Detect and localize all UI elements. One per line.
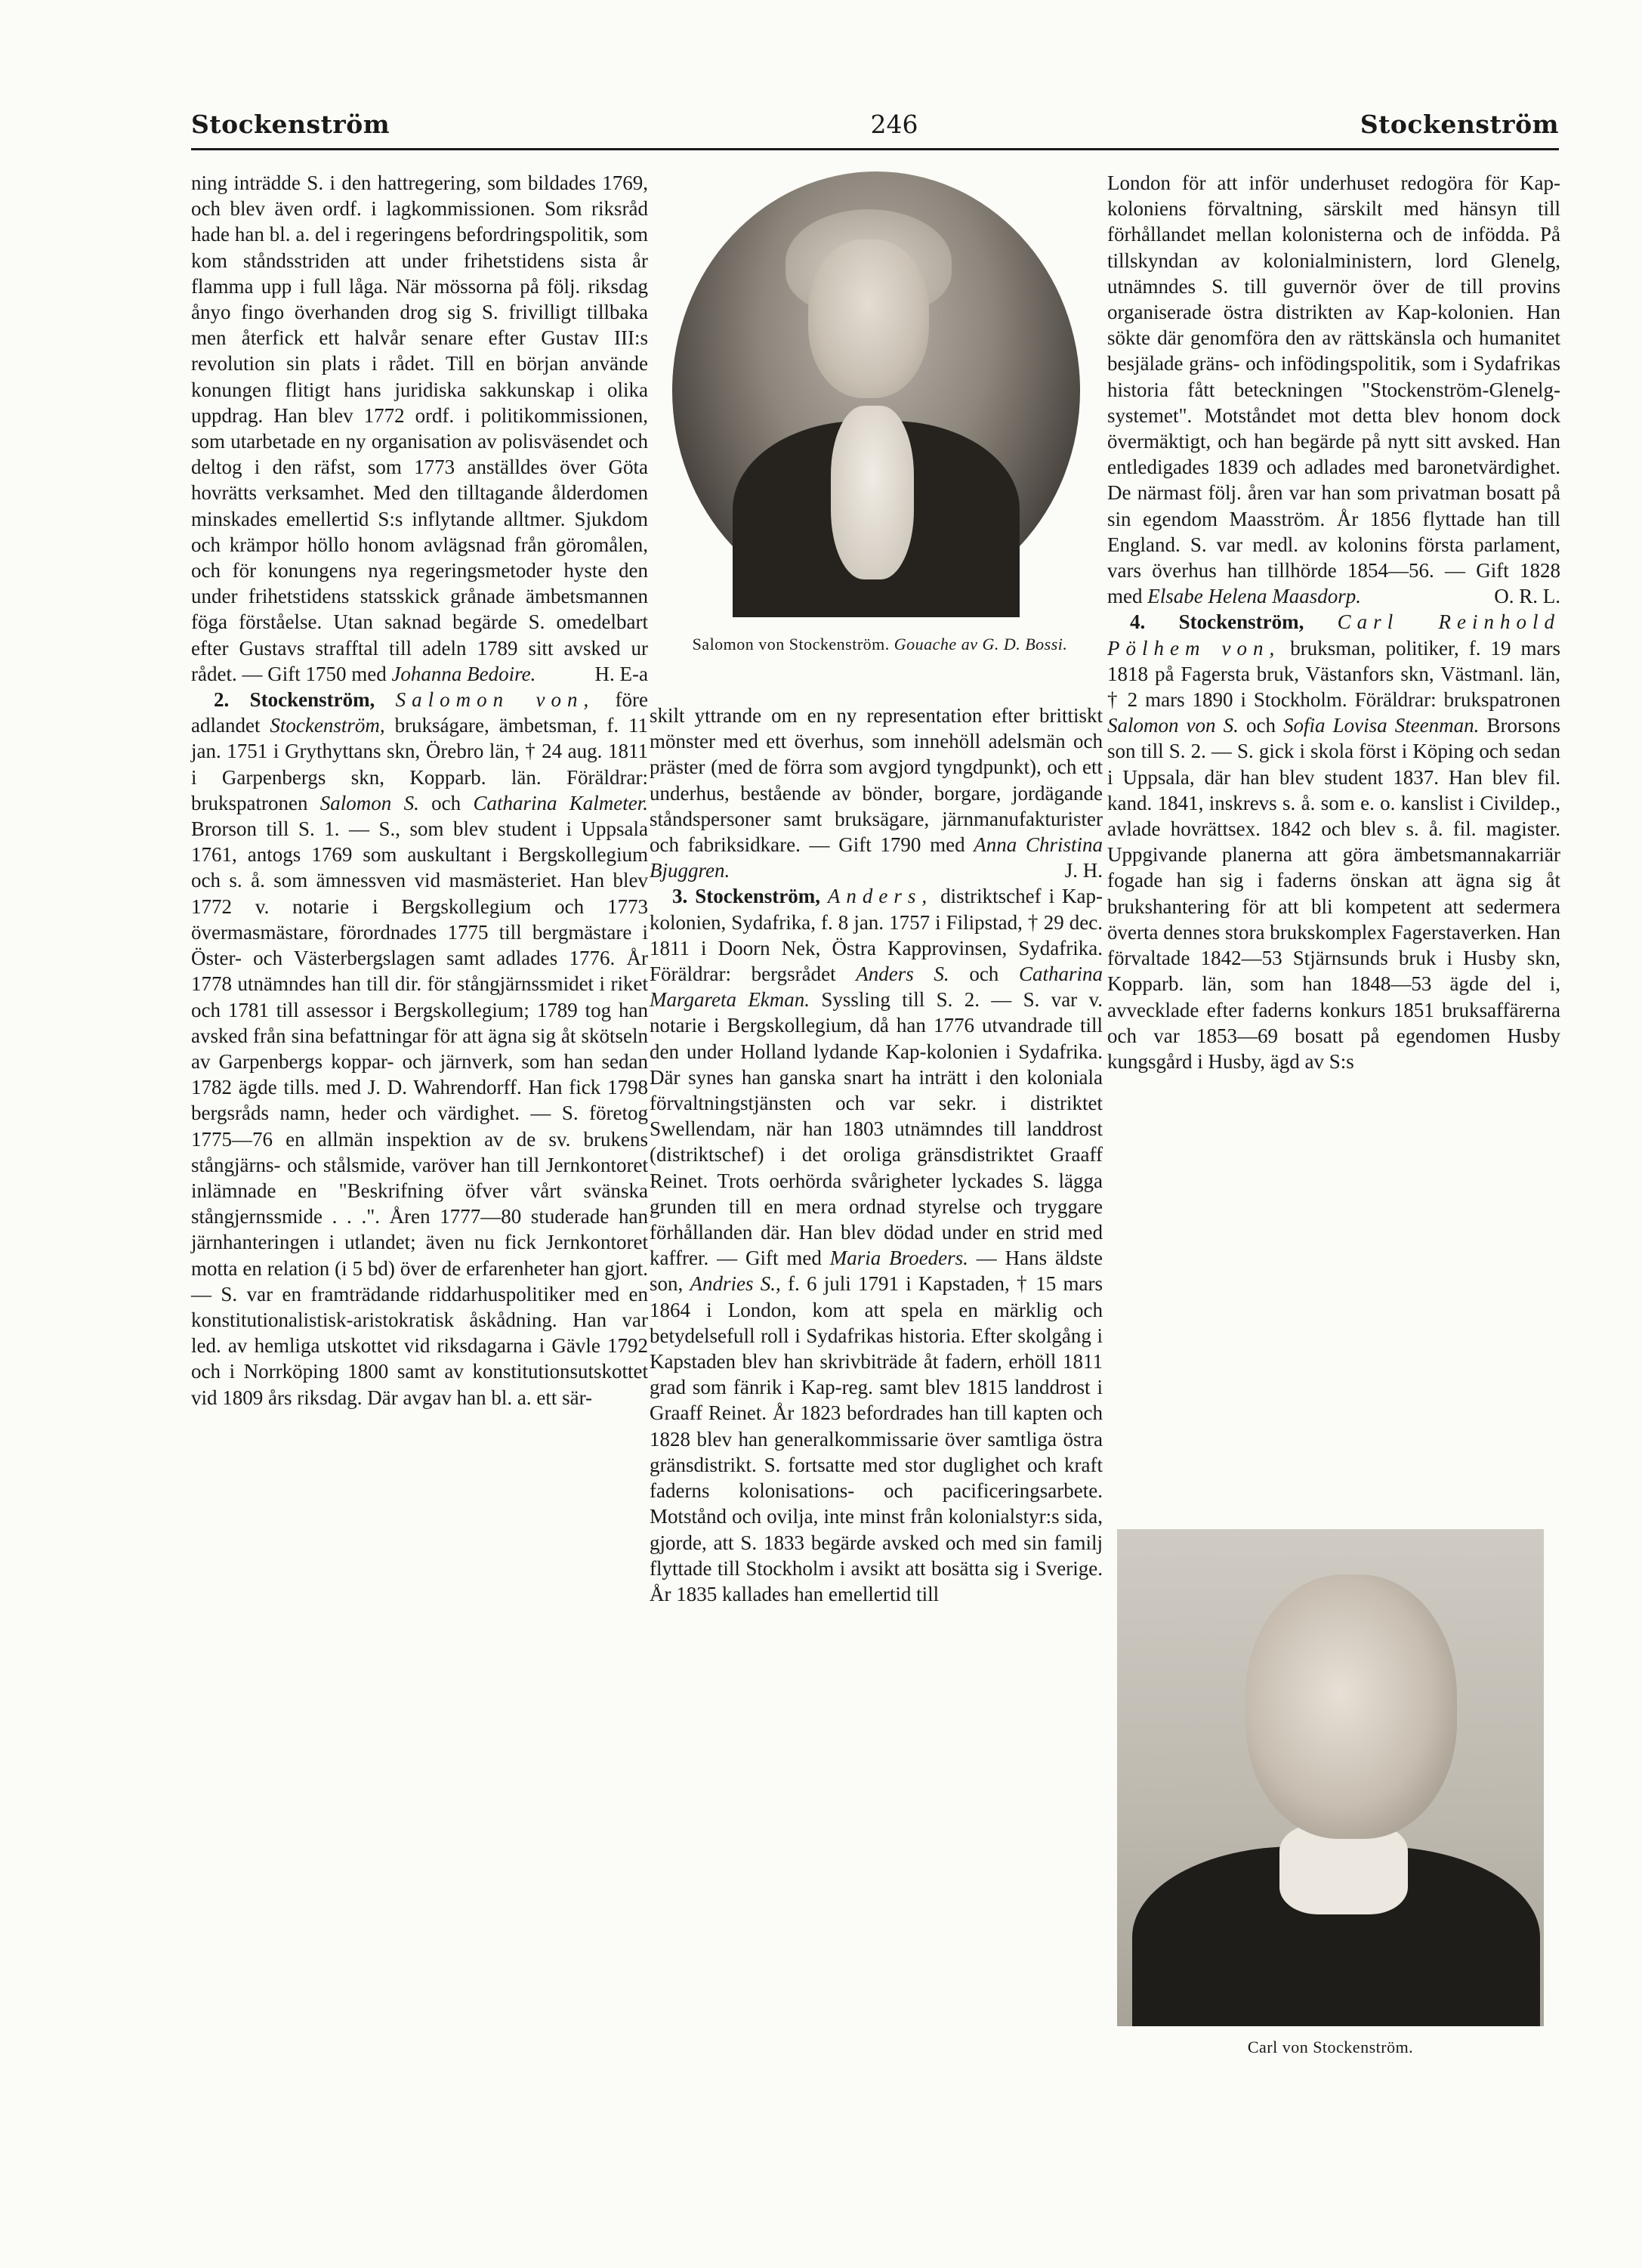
text-column-3 — [1107, 170, 1560, 1530]
entry-3-continuation — [1107, 170, 1560, 609]
entry-4-text-2: Brorsons son till S. 2. — S. gick i skola först i Köping och sedan i Uppsala, där han blev student 1837. Han blev fil. kand. 1841, inskrevs s. å. som e. o. kanslist i Civildep., avlade hovrättsex. 1842 och blev s. å. fil. magister. Uppgivande planerna att göra ämbetsmannakarriär fogade han sig i faderns önskan att ägna sig åt brukshantering för att bli kompetent att sedermera överta dennes stora brukskomplex Fagerstaverken. Han förvaltade 1842—53 Stjärnsunds bruk i Husby skn, Kopparb. län, som han 1848—53 ägde del i, avvecklade efter faderns konkurs 1851 bruksaffärerna och var 1853—69 bosatt på egendomen Husby kungsgård i Husby, ägd av S:s — [1107, 714, 1561, 1073]
entry-2-text-1: brukságare, ämbetsman, f. 11 jan. 1751 i Grythyttans skn, Örebro län, † 24 aug. 1811 i Garpenbergs skn, Kopparb. län. Föräldrar: brukspatronen — [191, 714, 649, 814]
entry-4-text-1: bruksman, politiker, f. 19 mars 1818 på Fagersta bruk, Västanfors skn, Västmanl. län, † 2 mars 1890 i Stockholm. Föräldrar: brukspatronen — [1107, 636, 1561, 712]
portrait-face — [808, 239, 929, 398]
entry-1-signature: H. E-a — [594, 662, 648, 685]
entry-4-surname: Stockenström, — [1178, 610, 1304, 634]
entry-3-text-3: — Hans äldste son, — [650, 1247, 1103, 1296]
entry-1-text: ning inträdde S. i den hattregering, som bildades 1769, och blev även ordf. i lagkommissionen. Som riksråd hade han bl. a. del i regeringens befordringspolitik, som kom ståndsstriden att under frihetstidens sista år flamma upp i full låga. När mössorna på följ. riksdag ånyo fingo överhanden drog sig S. frivilligt tillbaka men återfick ett halvår senare efter Gustav III:s revolution sin plats i rådet. Till en början använde konungen flitigt hans juridiska sakkunskap i olika uppdrag. Han blev 1772 ordf. i politikommissionen, som utarbetade en ny organisation av polisväsendet och deltog i den räfst, som 1773 anställdes över Göta hovrätts verksamhet. Med den tilltagande ålderdomen minskades emellertid S:s inflytande alltmer. Sjukdom och krämpor höllo honom avlägsnad från göromålen, och för konungens nya regeringsmetoder hyste den under frihetstidens statsskick grånade ämbetsmannen föga förståelse. Utan saknad begärde S. omedelbart efter Gustavs strafftal till adeln 1789 sitt avsked ur rådet. — Gift 1750 med — [191, 171, 648, 685]
entry-2-and: och — [431, 791, 461, 814]
portrait-1-caption — [661, 633, 1099, 656]
header-rule — [191, 148, 1559, 150]
entry-3 — [650, 883, 1103, 1607]
entry-1-spouse: Johanna Bedoire. — [391, 662, 536, 685]
entry-3-surname: Stockenström, — [695, 885, 820, 908]
entry-1-continuation — [191, 170, 648, 687]
portrait-salomon-von-stockenstrom — [672, 171, 1080, 610]
entry-3-text-1: distriktschef i Kap-kolonien, Sydafrika, f. 8 jan. 1757 i Filipstad, † 29 dec. 1811 i Doorn Nek, Östra Kapprovinsen, Sydafrika. Föräldrar: bergsrådet — [650, 885, 1103, 986]
entry-2-text-2: Brorson till S. 1. — S., som blev student i Uppsala 1761, antogs 1769 som auskultant i Bergskollegium och s. å. som ämnessven vid masmästeriet. Han blev 1772 v. notarie i Bergskollegium och 1773 övermasmästare, förordnades 1775 till bergmästare i Öster- och Västerbergslagen samt adlades 1776. År 1778 utnämndes han till dir. för stångjärnssmidet i riket och 1781 till assessor i Bergskollegium; 1789 tog han avsked från sina befattningar för att ägna sig åt skötseln av Garpenbergs koppar- och järnverk, som han sedan 1782 ägde tills. med J. D. Wahrendorff. Han fick 1798 bergsråds namn, heder och värdighet. — S. företog 1775—76 en allmän inspektion av de sv. brukens stångjärns- och stålsmide, varöver han till Jernkontoret inlämnade en "Beskrifning öfver vårt svänska stångjernssmide . . .". Åren 1777—80 studerade han järnhanteringen i utlandet; även nu fick Jernkontoret motta en relation (i 5 bd) över de erfarenheter han gjort. — S. var en framträdande riddarhuspolitiker med en konstitutionalistisk-aristokratisk åskådning. Han var led. av hemliga utskottet vid riksdagarna i Gävle 1792 och i Norrköping 1800 samt av konstitutionsutskottet vid 1809 års riksdag. Där avgav han bl. a. ett sär- — [191, 817, 648, 1409]
entry-2-given-name: Salomon von, — [395, 688, 595, 712]
entry-3-son: Andries S., — [690, 1272, 781, 1296]
entry-4-father: Salomon von S. — [1107, 714, 1239, 737]
entry-2-father: Salomon S. — [319, 791, 419, 814]
text-column-1 — [191, 170, 648, 2225]
entry-3-text-5: London för att inför underhuset redogöra för Kap-koloniens förvaltning, särskilt med hänsyn till förhållandet mellan kolonisterna och de infödda. På tillskyndan av kolonialministern, lord Glenelg, utnämndes S. till guvernör över de till provins organiserade östra distrikten av Kap-kolonien. Han sökte där genomföra den av rättskänsla och humanitet besjälade gräns- och infödingspolitik, som i Sydafrikas historia fått beteckningen "Stockenström-Glenelg-systemet". Motståndet mot detta blev honom dock övermäktigt, och han begärde på nytt sitt avsked. Han entledigades 1839 och adlades med baronetvärdighet. De närmast följ. åren var han som privatman bosatt på sin egendom Maasström. År 1856 flyttade han till England. S. var medl. av kolonins första parlament, vars överhus han tillhörde 1854—56. — Gift 1828 med — [1107, 171, 1560, 608]
portrait-2-head — [1245, 1574, 1457, 1839]
entry-2-number: 2. — [214, 688, 230, 712]
portrait-carl-von-stockenstrom — [1117, 1529, 1544, 2026]
entry-4-number: 4. — [1130, 610, 1146, 634]
entry-2-before-label: före adlandet — [191, 688, 648, 737]
entry-3-text-2: Syssling till S. 2. — S. var v. notarie i Bergskollegium, då han 1776 utvandrade till den under Holland lydande Kap-kolonien i Sydafrika. Där synes han ganska snart ha inträtt i den koloniala förvaltningstjänsten och var sekr. i distriktet Swellendam, när han 1803 utnämndes till landdrost (distriktschef) i det oroliga gränsdistriktet Graaff Reinet. Trots oerhörda svårigheter lyckades S. lägga grunden till en mera ordnad styrelse och tryggare förhållanden där. Han blev dödad under en strid med kaffrer. — Gift med — [650, 988, 1103, 1270]
entry-4-and: och — [1245, 714, 1276, 737]
entry-4-given-name: Carl Reinhold Pölhem von, — [1107, 610, 1561, 660]
entry-2-spouse: Anna Christina Bjuggren. — [650, 833, 1103, 882]
entry-3-signature: O. R. L. — [1494, 585, 1560, 608]
portrait-2-caption: Carl von Stockenström. — [1247, 2038, 1414, 2056]
entry-2-mother: Catharina Kalmeter. — [473, 791, 649, 814]
entry-3-and: och — [969, 963, 999, 986]
running-head-left: Stockenström — [191, 110, 390, 139]
entry-3-text-4: f. 6 juli 1791 i Kapstaden, † 15 mars 1864 i London, kom att spela en märklig och betydelsefull roll i Sydafrikas historia. Efter skolgång i Kapstaden blev han skrivbiträde åt fadern, erhöll 1811 grad som fänrik i Kap-reg. samt blev 1815 landdrost i Graaff Reinet. År 1823 befordrades han till kapten och 1828 blev han generalkommissarie över samtliga östra gränsdistrikt. S. fortsatte med stor duglighet och kraft faderns kolonisations- och pacificeringsarbete. Motstånd och ovilja, inte minst från kolonialstyr:s sida, gjorde, att S. 1833 begärde avsked och med sin familj flyttade till Stockholm i avsikt att bosätta sig i Sverige. År 1835 kallades han emellertid till — [650, 1272, 1103, 1605]
text-column-2 — [650, 703, 1103, 2214]
entry-3-spouse: Maria Broeders. — [829, 1247, 968, 1270]
entry-2-continuation — [650, 703, 1103, 883]
entry-3-mother: Catharina Margareta Ekman. — [650, 963, 1103, 1012]
entry-4-mother: Sofia Lovisa Steenman. — [1283, 714, 1480, 737]
entry-3-given-name: Anders, — [827, 885, 934, 908]
portrait-1-caption-credit: Gouache av G. D. Bossi. — [894, 635, 1068, 654]
entry-2 — [191, 687, 648, 1411]
entry-2-before-name: Stockenström, — [270, 714, 385, 737]
entry-3-father: Anders S. — [856, 963, 949, 986]
entry-2-surname: Stockenström, — [249, 688, 375, 712]
portrait-1-caption-name: Salomon von Stockenström. — [692, 635, 890, 654]
entry-2-signature: J. H. — [1064, 859, 1103, 882]
running-head-right: Stockenström — [1360, 110, 1559, 139]
entry-3-son-spouse: Elsabe Helena Maasdorp. — [1147, 585, 1361, 608]
portrait-cravat — [831, 406, 914, 579]
entry-3-number: 3. — [672, 885, 688, 908]
page-number: 246 — [870, 110, 918, 139]
entry-2-text-3: skilt yttrande om en ny representation efter brittiskt mönster med ett överhus, som innehöll adelsmän och präster (med de förra som avgjord tyngdpunkt), och ett underhus, bestående av bönder, borgare, jordägande ståndspersoner samt bruksägare, järnmanufakturister och fabriksidkare. — Gift 1790 med — [650, 704, 1103, 857]
entry-4 — [1107, 609, 1560, 1074]
